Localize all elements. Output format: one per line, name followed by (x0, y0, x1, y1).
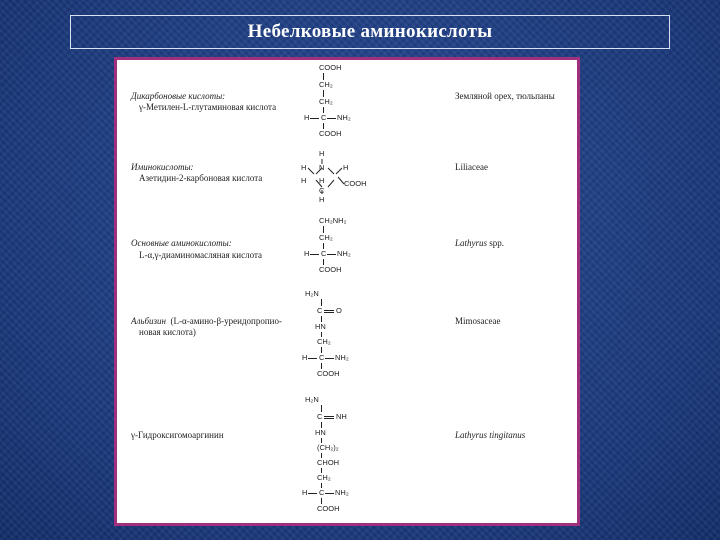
row4-category-line (131, 316, 282, 326)
row3-f3a: H (304, 249, 310, 258)
row1-f5: COOH (319, 129, 342, 138)
row1-f4c: NH₂ (337, 113, 351, 122)
row2-h-left: H (301, 163, 307, 172)
row1-category: Дикарбоновые кислоты: (131, 91, 226, 101)
row2-h-right: H (343, 163, 349, 172)
row4-category: Альбизин (131, 316, 167, 326)
row2-source: Liliaceae (455, 162, 488, 172)
row3-source-spp: spp. (487, 238, 505, 248)
row1-name: γ-Метилен-L-глутаминовая кислота (139, 102, 277, 112)
row4-f2a: C (317, 306, 323, 315)
row1-f3: CH₂ (319, 97, 333, 106)
row4-name-cont: новая кислота) (139, 327, 196, 337)
row5-f3: HN (315, 428, 326, 437)
row1-f1: COOH (319, 63, 342, 72)
row3-name: L-α,γ-диаминомасляная кислота (139, 250, 263, 260)
amino-acid-table (114, 57, 580, 526)
row5-source: Lathyrus tingitanus (455, 430, 526, 440)
row1-f2: CH₂ (319, 80, 333, 89)
row5-f5: CHOH (317, 458, 340, 467)
row4-f5b: C (319, 353, 325, 362)
row4-f6: COOH (317, 369, 340, 378)
row4-f5c: NH₂ (335, 353, 349, 362)
row5-f1: H₂N (305, 395, 319, 404)
row5-f7a: H (302, 488, 308, 497)
row4-f1: H₂N (305, 289, 319, 298)
row4-source: Mimosaceae (455, 316, 501, 326)
row2-h-left2: H (301, 176, 307, 185)
slide-title-box (70, 15, 670, 49)
row2-n: N (319, 163, 325, 172)
row5-f8: COOH (317, 504, 340, 513)
row4-name: (L-α-амино-β-уреидопропио- (170, 316, 282, 326)
row4-f5a: H (302, 353, 308, 362)
row5-f7c: NH₂ (335, 488, 349, 497)
row3-f2: CH₂ (319, 233, 333, 242)
slide-title: Небелковые аминокислоты (247, 21, 493, 42)
row5-name: γ-Гидроксигомоаргинин (131, 430, 224, 440)
row3-f4: COOH (319, 265, 342, 274)
row1-f4a: H (304, 113, 310, 122)
row2-category: Иминокислоты: (131, 162, 194, 172)
row1-source: Земляной орех, тюльпаны (455, 91, 555, 101)
row5-f2b: NH (336, 412, 347, 421)
row5-f2a: C (317, 412, 323, 421)
row5-f7b: C (319, 488, 325, 497)
row2-h-mid: H (319, 176, 325, 185)
row3-f1: CH₂NH₂ (319, 216, 347, 225)
row2-c: C (319, 186, 325, 195)
row3-category: Основные аминокислоты: (131, 238, 232, 248)
row2-h-top: H (319, 149, 325, 158)
row4-f2b: O (336, 306, 342, 315)
row3-source (455, 238, 504, 248)
row5-f6: CH₂ (317, 473, 331, 482)
row1-f4b: C (321, 113, 327, 122)
row3-f3c: NH₂ (337, 249, 351, 258)
row2-h-bottom: H (319, 195, 325, 204)
row5-f4: (CH₂)₂ (317, 443, 339, 452)
row3-f3b: C (321, 249, 327, 258)
row2-ring-bonds (302, 150, 372, 200)
row3-source-genus: Lathyrus (455, 238, 488, 248)
row2-cooh: COOH (344, 179, 367, 188)
row4-f3: HN (315, 322, 326, 331)
row4-f4: CH₂ (317, 337, 331, 346)
row2-name: Азетидин-2-карбоновая кислота (139, 173, 263, 183)
